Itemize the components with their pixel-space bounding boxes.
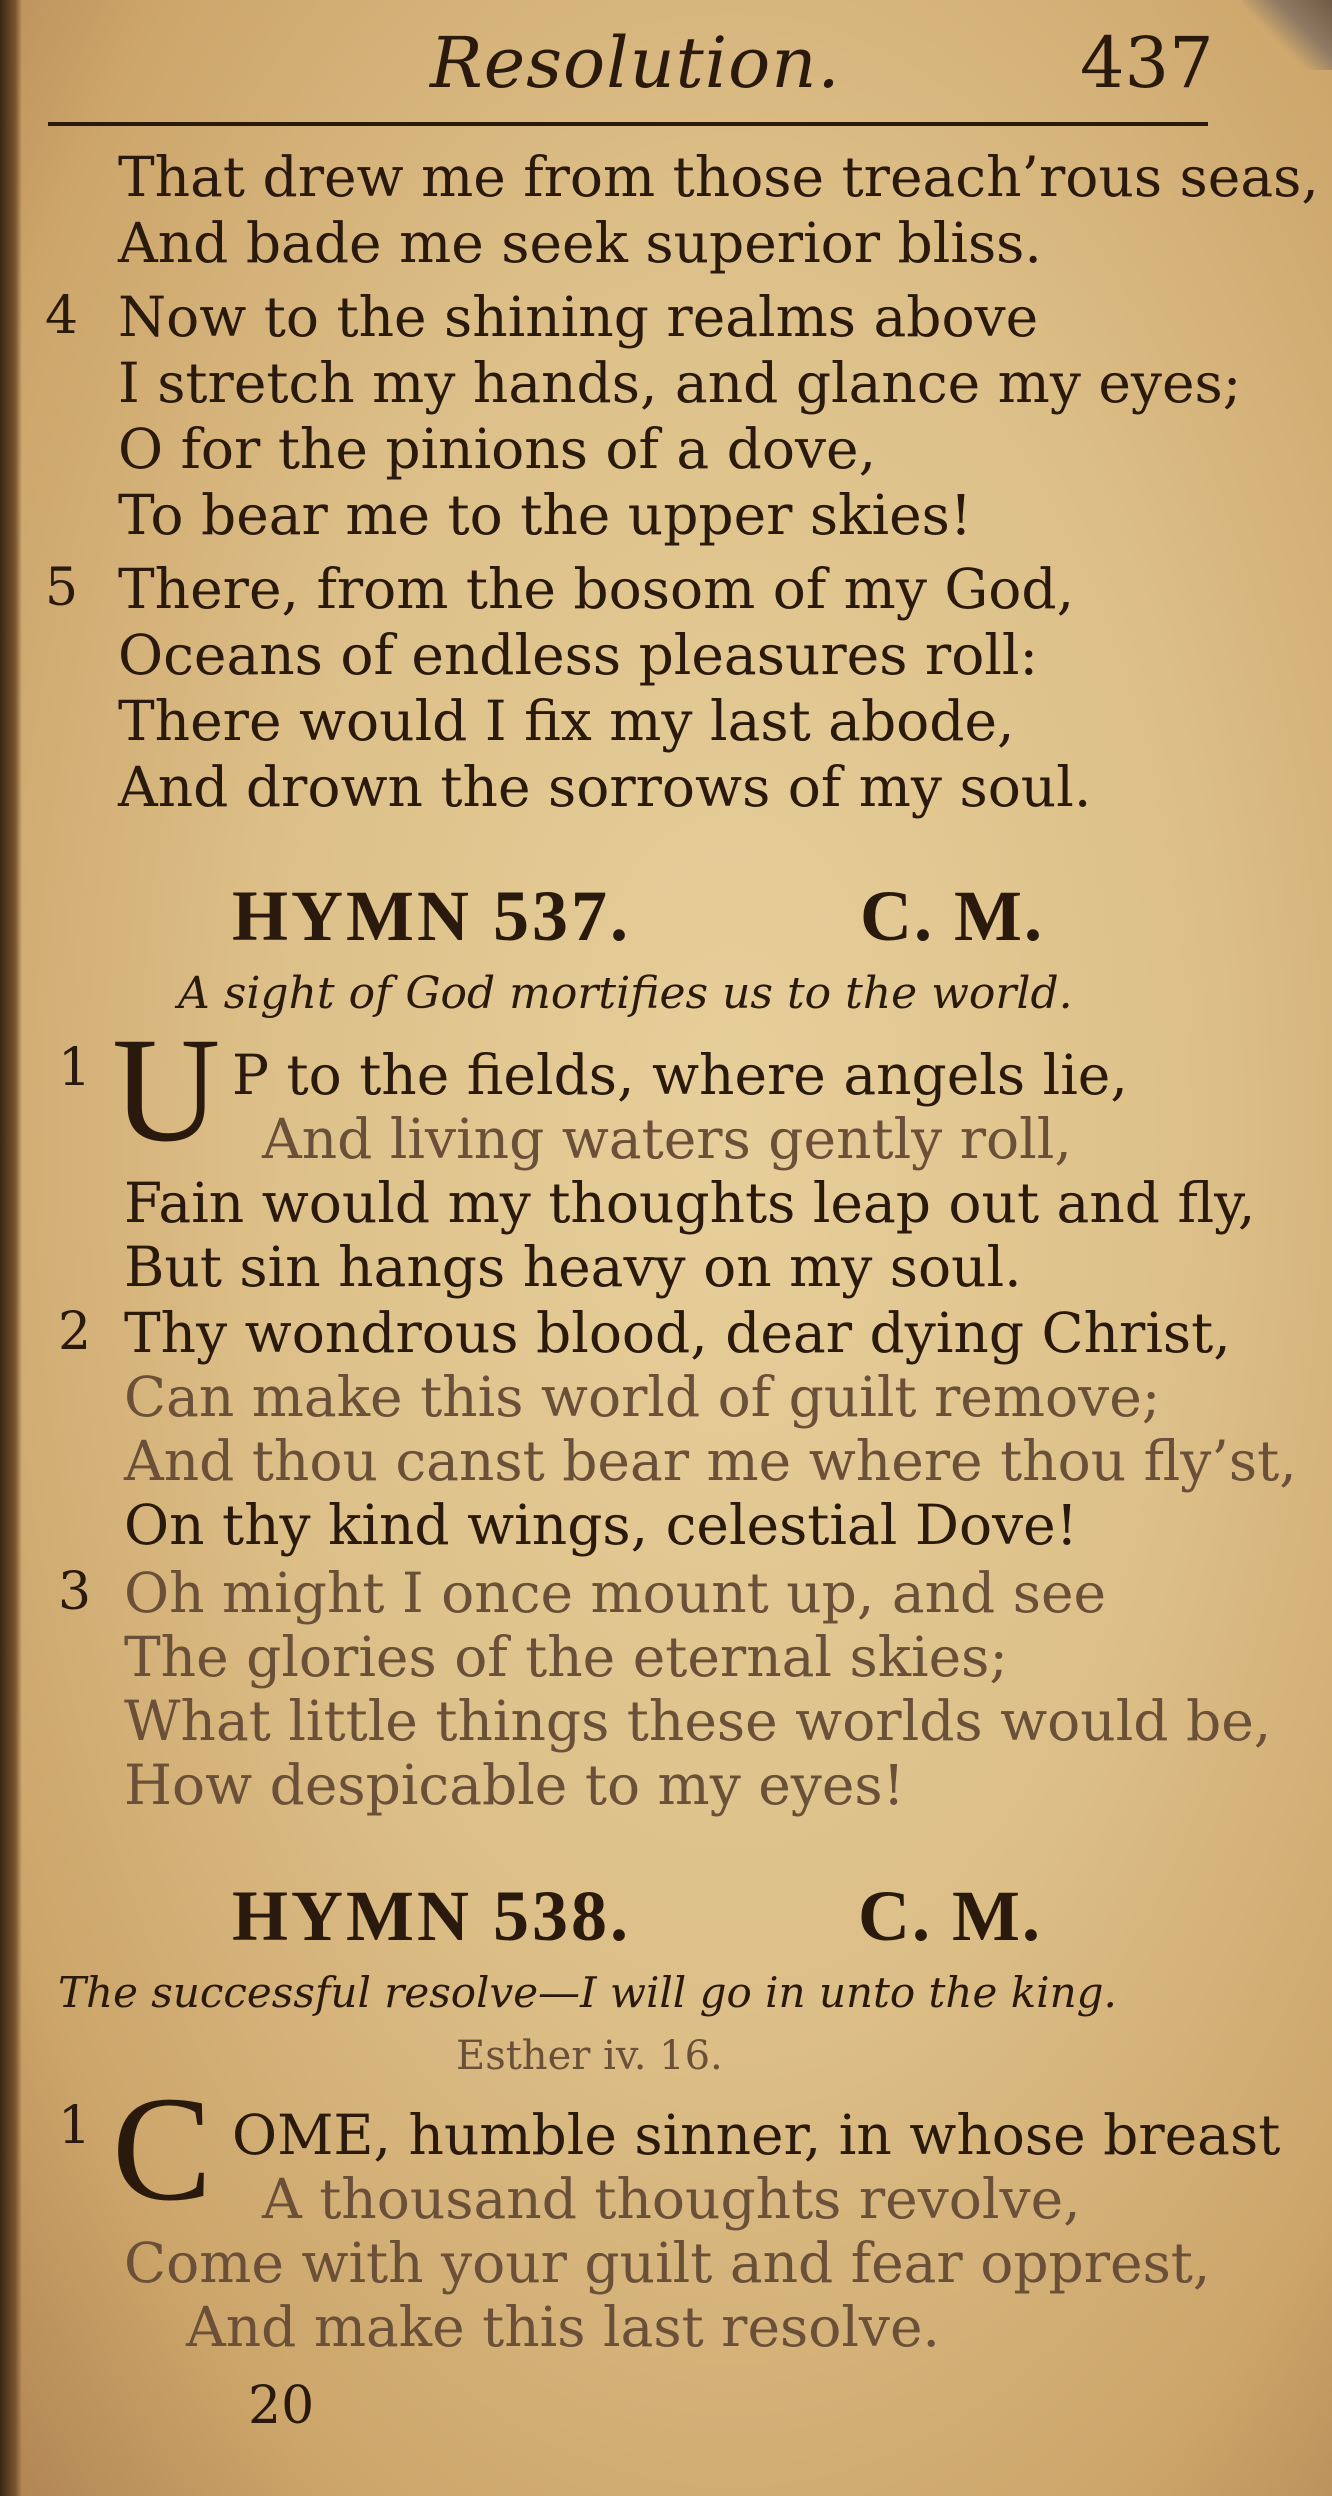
verse-line: And living waters gently roll,: [262, 1107, 1072, 1171]
verse-line: And thou canst bear me where thou fly’st,: [124, 1429, 1297, 1493]
verse-line: Thy wondrous blood, dear dying Christ,: [124, 1301, 1231, 1365]
verse-number: 1: [58, 2096, 92, 2156]
hymn-title: HYMN 537.: [232, 876, 631, 956]
verse-line: And bade me seek superior bliss.: [118, 211, 1042, 275]
verse-line: O for the pinions of a dove,: [118, 417, 877, 481]
verse-line: Now to the shining realms above: [118, 285, 1039, 349]
verse-line: OME, humble sinner, in whose breast: [232, 2103, 1281, 2167]
verse-line: But sin hangs heavy on my soul.: [124, 1235, 1022, 1299]
verse-line: Fain would my thoughts leap out and fly,: [124, 1171, 1256, 1235]
hymn-meter: C. M.: [858, 1876, 1042, 1956]
verse-number: 2: [58, 1302, 92, 1362]
page-corner: [1242, 0, 1332, 70]
hymn-subtitle: A sight of God mortifies us to the world.: [178, 968, 1073, 1019]
verse-line: A thousand thoughts revolve,: [262, 2167, 1081, 2231]
header-rule: [48, 122, 1208, 126]
signature-mark: 20: [248, 2376, 315, 2436]
verse-line: P to the fields, where angels lie,: [232, 1043, 1128, 1107]
verse-number: 5: [45, 558, 79, 618]
verse-line: To bear me to the upper skies!: [118, 483, 972, 547]
verse-line: And drown the sorrows of my soul.: [118, 755, 1092, 819]
verse-line: I stretch my hands, and glance my eyes;: [118, 351, 1242, 415]
hymn-title: HYMN 538.: [232, 1876, 631, 1956]
page-number: 437: [1080, 22, 1214, 104]
verse-line: The glories of the eternal skies;: [124, 1625, 1008, 1689]
verse-number: 1: [58, 1038, 92, 1098]
drop-cap: U: [112, 1007, 221, 1173]
running-head: Resolution.: [430, 22, 841, 104]
verse-line: Oh might I once mount up, and see: [124, 1561, 1107, 1625]
verse-line: Come with your guilt and fear opprest,: [124, 2231, 1211, 2295]
verse-line: On thy kind wings, celestial Dove!: [124, 1493, 1078, 1557]
verse-line: There would I fix my last abode,: [118, 689, 1015, 753]
drop-cap: C: [112, 2066, 213, 2232]
verse-line: Can make this world of guilt remove;: [124, 1365, 1161, 1429]
verse-line: What little things these worlds would be,: [124, 1689, 1272, 1753]
verse-number: 3: [58, 1562, 92, 1622]
verse-line: And make this last resolve.: [186, 2295, 941, 2359]
scripture-reference: Esther iv. 16.: [456, 2033, 723, 2079]
hymn-meter: C. M.: [860, 876, 1044, 956]
hymn-subtitle: The successful resolve—I will go in unto the king.: [58, 1968, 1117, 2017]
page-gutter: [0, 0, 22, 2496]
verse-line: How despicable to my eyes!: [124, 1753, 905, 1817]
verse-line: Oceans of endless pleasures roll:: [118, 623, 1039, 687]
verse-number: 4: [45, 286, 79, 346]
verse-line: That drew me from those treach’rous seas,: [118, 145, 1319, 209]
verse-line: There, from the bosom of my God,: [118, 557, 1075, 621]
